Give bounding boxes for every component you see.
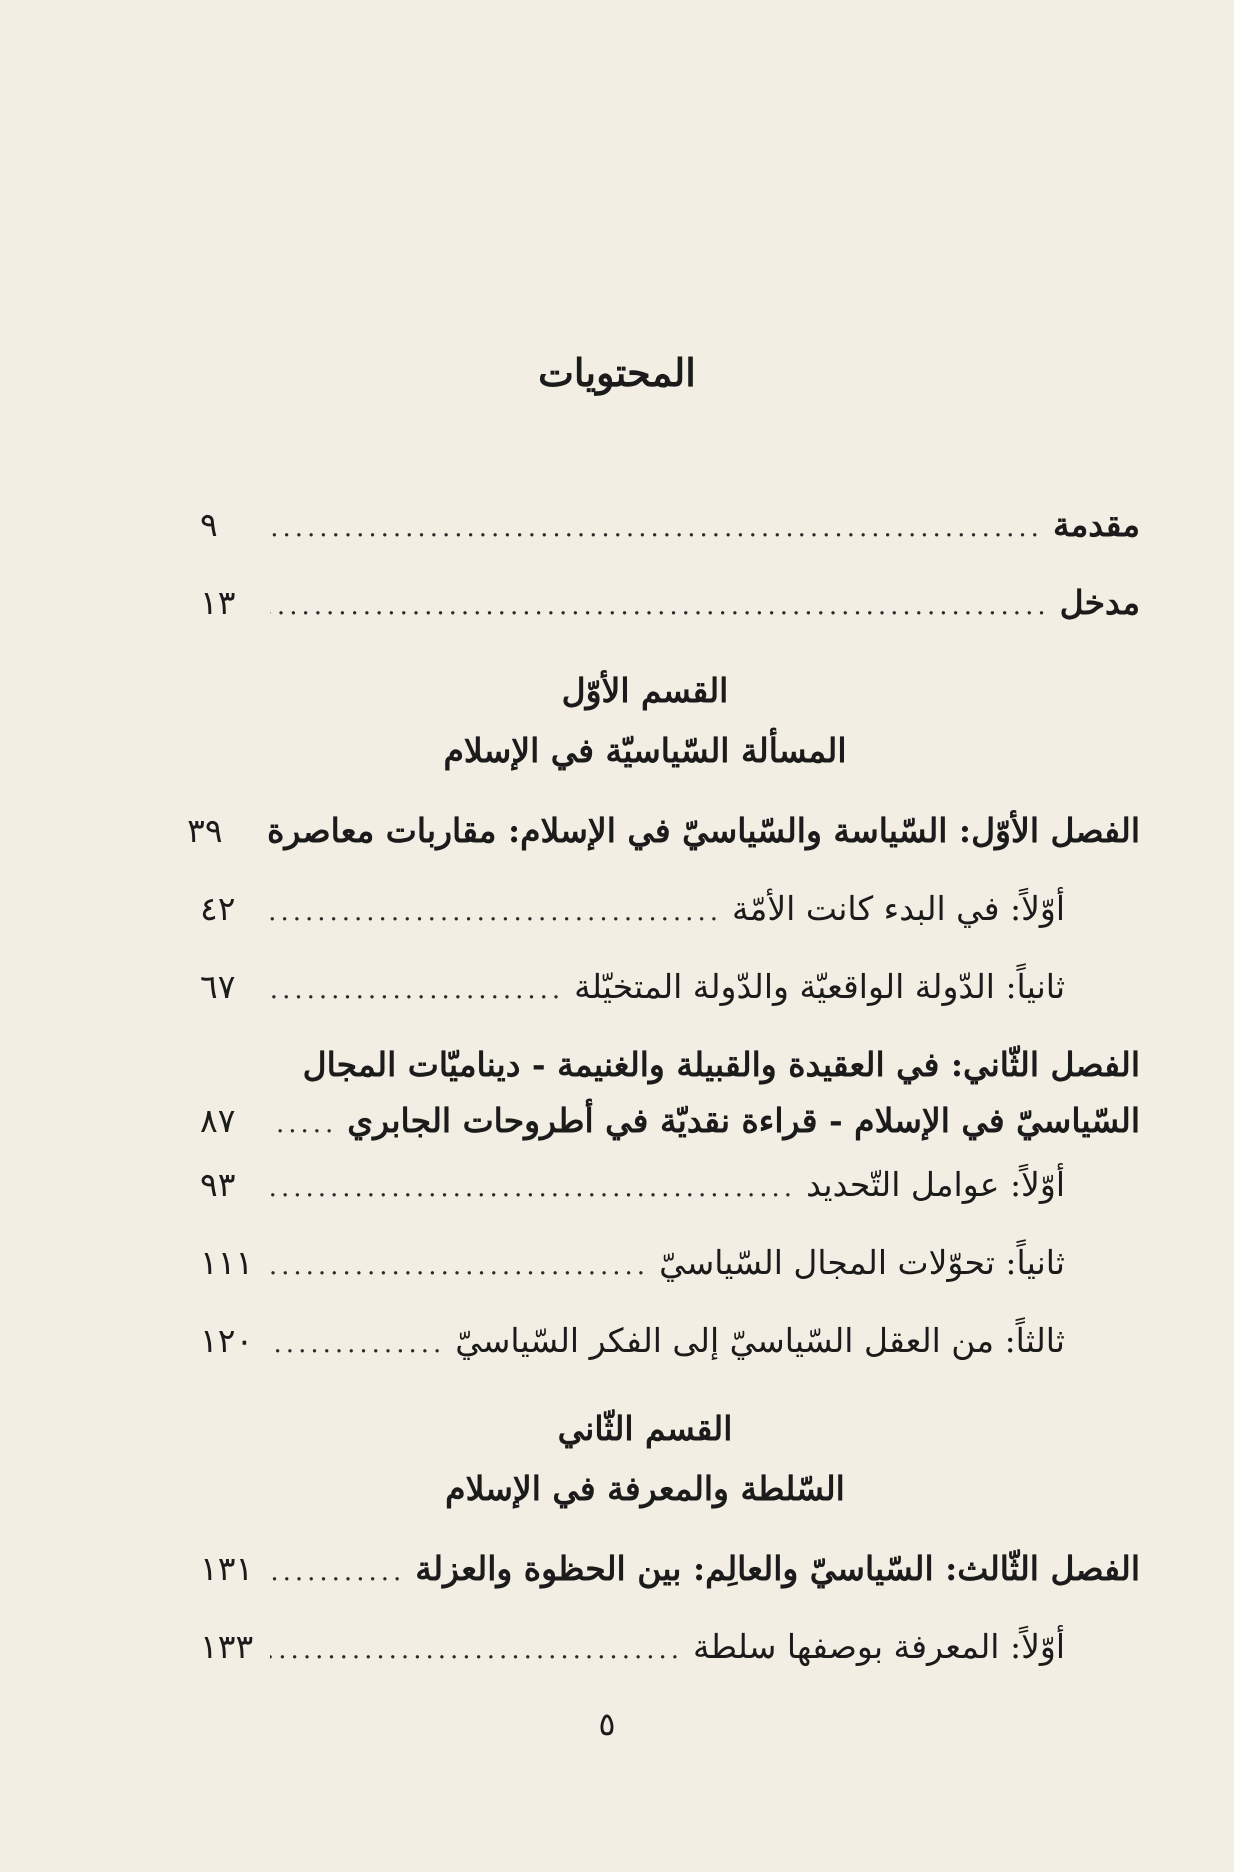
page-title: المحتويات (538, 350, 696, 395)
part-1-subtitle: المسألة السّياسيّة في الإسلام (443, 731, 847, 770)
toc-chapter-label: الفصل الأوّل: السّياسة والسّياسيّ في الإسلام: مقاربات معاصرة (267, 811, 1140, 850)
toc-chapter-page: ١٣١ (200, 1549, 254, 1588)
dot-leader (270, 1635, 683, 1665)
toc-section-page: ٩٣ (200, 1165, 236, 1204)
toc-section-page: ٦٧ (200, 967, 236, 1006)
part-2-subtitle: السّلطة والمعرفة في الإسلام (445, 1469, 845, 1508)
toc-section-label: أوّلاً: المعرفة بوصفها سلطة (693, 1627, 1065, 1666)
part-2-heading: القسم الثّاني (557, 1409, 733, 1448)
table-of-contents (187, 505, 1140, 1705)
toc-section-page: ١١١ (200, 1243, 254, 1282)
dot-leader (270, 1109, 337, 1139)
toc-section-3-1 (200, 1627, 1140, 1705)
toc-chapter-3 (200, 1549, 1140, 1627)
toc-chapter-2-line-2 (200, 1101, 1140, 1165)
toc-entry-label: مقدمة (1052, 505, 1140, 544)
toc-section-2-1 (200, 1165, 1140, 1243)
toc-section-2-2 (200, 1243, 1140, 1321)
toc-section-1-2 (200, 967, 1140, 1045)
toc-entry-preface (200, 583, 1140, 661)
toc-section-2-3 (200, 1321, 1140, 1399)
toc-chapter-page: ٨٧ (200, 1101, 236, 1140)
toc-section-label: ثالثاً: من العقل السّياسيّ إلى الفكر السّياسيّ (455, 1321, 1065, 1360)
toc-section-1-1 (200, 889, 1140, 967)
toc-section-page: ١٢٠ (200, 1321, 254, 1360)
dot-leader (270, 1173, 796, 1203)
dot-leader (270, 1329, 445, 1359)
dot-leader (270, 1557, 405, 1587)
toc-section-page: ٤٢ (200, 889, 236, 928)
dot-leader (270, 591, 1050, 621)
toc-chapter-2-line-1 (200, 1045, 1140, 1101)
toc-entry-page: ١٣ (200, 583, 236, 622)
toc-section-label: أوّلاً: عوامل التّحديد (806, 1165, 1065, 1204)
toc-section-label: ثانياً: تحوّلات المجال السّياسيّ (659, 1243, 1065, 1282)
dot-leader (270, 1251, 649, 1281)
dot-leader (270, 897, 722, 927)
toc-entry-page: ٩ (200, 505, 218, 544)
toc-section-label: ثانياً: الدّولة الواقعيّة والدّولة المتخيّلة (574, 967, 1065, 1006)
toc-section-label: أوّلاً: في البدء كانت الأمّة (731, 889, 1065, 928)
toc-entry-label: مدخل (1059, 583, 1140, 622)
dot-leader (270, 513, 1043, 543)
page-number: ٥ (598, 1705, 616, 1743)
toc-chapter-page: ٣٩ (187, 811, 223, 850)
toc-chapter-label: الفصل الثّالث: السّياسيّ والعالِم: بين الحظوة والعزلة (415, 1549, 1140, 1588)
toc-chapter-1 (187, 811, 1140, 889)
part-1-heading: القسم الأوّل (561, 671, 729, 710)
toc-chapter-label: الفصل الثّاني: في العقيدة والقبيلة والغنيمة - ديناميّات المجال (302, 1045, 1140, 1084)
toc-section-page: ١٣٣ (200, 1627, 254, 1666)
dot-leader (270, 975, 564, 1005)
toc-entry-introduction (200, 505, 1140, 583)
toc-chapter-label: السّياسيّ في الإسلام - قراءة نقديّة في أطروحات الجابري (347, 1101, 1140, 1140)
